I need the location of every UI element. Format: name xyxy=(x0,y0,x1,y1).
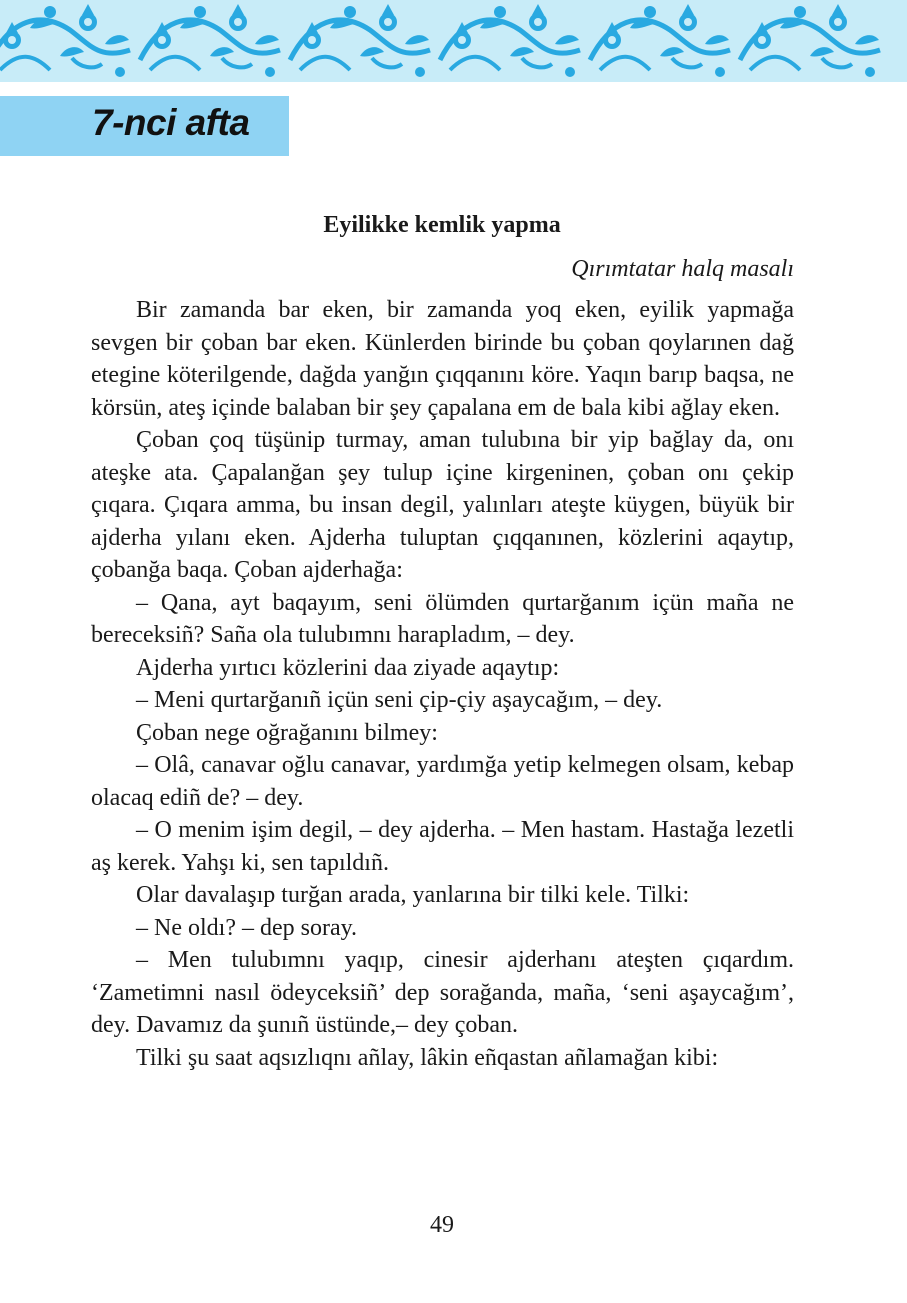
story-paragraph: – Men tulubımnı yaqıp, cinesir ajderhanı ateşten çıqardım. ‘Zametimni nasıl ödeyceksiñ’ dep sorağanda, maña, ‘seni aşaycağım’, dey. Davamız da şunıñ üstünde,– dey çoban. xyxy=(91,947,794,1038)
story-paragraph: – Olâ, canavar oğlu canavar, yardımğa yetip kelmegen olsam, kebap olacaq ediñ de? – dey. xyxy=(91,752,794,811)
week-label: 7-nci afta xyxy=(92,102,250,143)
floral-ornament-icon xyxy=(0,0,907,82)
story-paragraph: Ajderha yırtıcı közlerini daa ziyade aqaytıp: xyxy=(136,654,560,681)
story-paragraph: Çoban çoq tüşünip turmay, aman tulubına bir yip bağlay da, onı ateşke ata. Çapalanğan şey tulup içine kirgeninen, çoban onı çekip çıqara. Çıqara amma, bu insan degil, yalınları ateşte küygen, büyük bir ajderha yılanı eken. Ajderha tuluptan çıqqanınen, közlerini aqaytıp, çobanğa baqa. Çoban ajderhağa: xyxy=(91,427,794,583)
story-paragraph: Çoban nege oğrağanını bilmey: xyxy=(136,719,438,746)
story-source: Qırımtatar halq masalı xyxy=(571,256,794,282)
decorative-ornament-banner xyxy=(0,0,907,82)
story-paragraph: Tilki şu saat aqsızlıqnı añlay, lâkin eñqastan añlamağan kibi: xyxy=(136,1044,719,1071)
page-number: 49 xyxy=(430,1212,454,1238)
story-paragraph: – O menim işim degil, – dey ajderha. – Men hastam. Hastağa lezetli aş kerek. Yahşı ki, sen tapıldıñ. xyxy=(91,817,794,876)
story-paragraph: – Ne oldı? – dep soray. xyxy=(136,914,358,941)
story-paragraph: Bir zamanda bar eken, bir zamanda yoq eken, eyilik yapmağa sevgen bir çoban bar eken. Künlerden birinde bu çoban qoylarınen dağ etegine köterilgende, dağda yanğın çıqqanını köre. Yaqın barıp baqsa, ne körsün, ateş içinde balaban bir şey çapalana em de bala kibi ağlay eken. xyxy=(91,297,794,421)
story-title: Eyilikke kemlik yapma xyxy=(323,212,561,238)
story-paragraph: – Qana, ayt baqayım, seni ölümden qurtarğanım içün maña ne bereceksiñ? Saña ola tulubımnı harapladım, – dey. xyxy=(91,589,794,648)
story-paragraph: – Meni qurtarğanıñ içün seni çip-çiy aşaycağım, – dey. xyxy=(136,687,663,713)
story-body xyxy=(91,294,794,1074)
story-paragraph: Olar davalaşıp turğan arada, yanlarına bir tilki kele. Tilki: xyxy=(136,882,690,908)
week-label-tab xyxy=(0,96,289,156)
